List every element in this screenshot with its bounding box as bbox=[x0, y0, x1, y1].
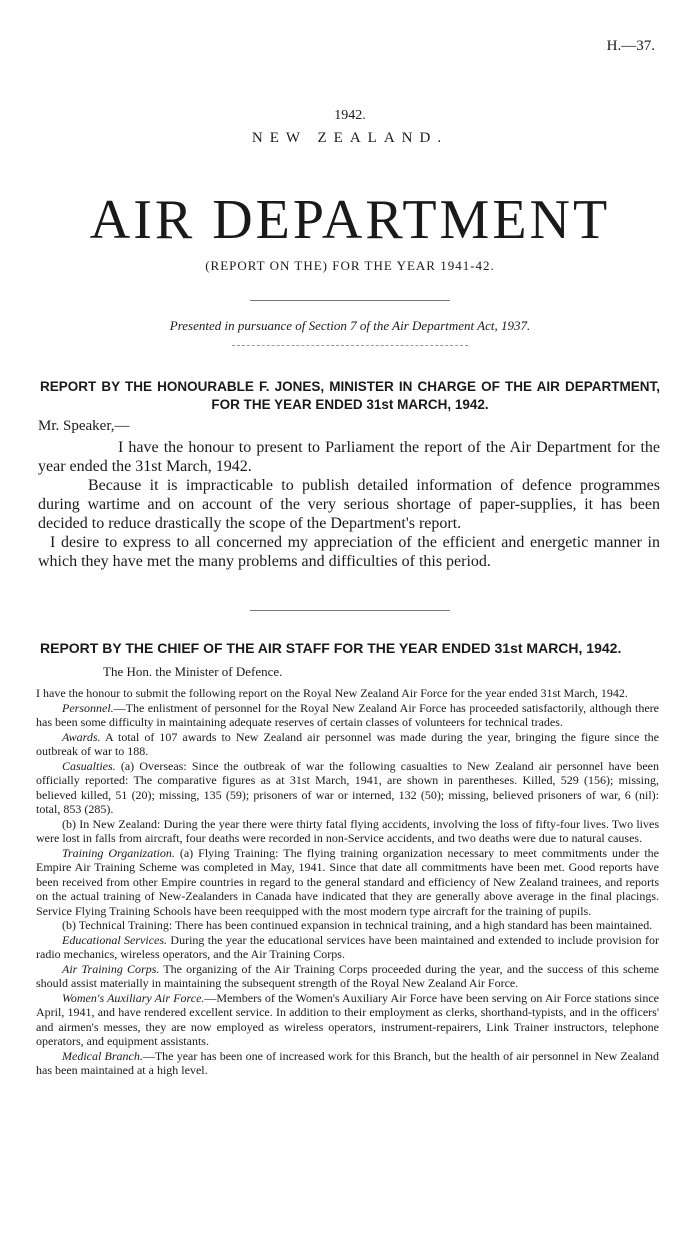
section-paragraph bbox=[36, 1049, 659, 1078]
section-label: Personnel. bbox=[62, 700, 114, 715]
section-text: The organizing of the Air Training Corps proceeded during the year, and the success of this scheme should assist materially in maintaining the subsequent strength of the Royal New Zealand Air Force. bbox=[36, 961, 659, 990]
letter-paragraph: I desire to express to all concerned my appreciation of the efficient and energetic manner in which they have met the many problems and difficulties of this period. bbox=[38, 534, 660, 570]
document-title: AIR DEPARTMENT bbox=[89, 189, 611, 251]
section-label: Awards. bbox=[62, 729, 101, 744]
section-paragraph bbox=[36, 933, 659, 962]
section-paragraph bbox=[36, 701, 659, 730]
minister-report-heading: REPORT BY THE HONOURABLE F. JONES, MINISTER IN CHARGE OF THE AIR DEPARTMENT, FOR THE YEAR ENDED 31st MARCH, 1942. bbox=[40, 379, 660, 412]
chief-report-body bbox=[36, 686, 659, 1078]
section-label: Educational Services. bbox=[62, 932, 168, 947]
letter-paragraph: Because it is impracticable to publish detailed information of defence programmes during wartime and on account of the very serious shortage of paper-supplies, it has been decided to reduce drastically the scope of the Department's report. bbox=[38, 477, 660, 532]
section-text: (b) In New Zealand: During the year there were thirty fatal flying accidents, involving the loss of fifty-four lives. Two lives were lost in falls from aircraft, four deaths were recorded in non-Service accidents, and two deaths were due to natural causes. bbox=[36, 816, 659, 845]
document-subtitle: (REPORT ON THE) FOR THE YEAR 1941-42. bbox=[205, 258, 495, 273]
section-text: (a) Flying Training: The flying training organization necessary to meet commitments under the Empire Air Training Scheme was completed in May, 1941. Since that date all commitments have been met. Good reports have been received from other Empire countries in regard to the general standard and efficiency of New Zealand trainees, and reports on the actual training of New-Zealanders in Canada have indicated that they are generally above average in the final placings. Service Flying Training Schools have been reequipped with the most modern type aircraft for the training of pupils. bbox=[36, 845, 659, 918]
section-text: —The enlistment of personnel for the Royal New Zealand Air Force has proceeded satisfactorily, although there has been some difficulty in maintaining adequate reserves of certain classes of volunteers for technical trades. bbox=[36, 700, 659, 729]
section-paragraph bbox=[36, 730, 659, 759]
section-label: Casualties. bbox=[62, 758, 116, 773]
divider-rule bbox=[250, 300, 450, 301]
opening-paragraph: I have the honour to submit the following report on the Royal New Zealand Air Force for the year ended 31st March, 1942. bbox=[36, 686, 628, 700]
minister-letter bbox=[38, 438, 660, 571]
section-paragraph bbox=[36, 991, 659, 1049]
section-paragraph bbox=[36, 846, 659, 919]
letter-paragraph: I have the honour to present to Parliament the report of the Air Department for the year ended the 31st March, 1942. bbox=[38, 439, 660, 475]
page-reference: H.—37. bbox=[606, 38, 655, 54]
section-paragraph bbox=[36, 759, 659, 817]
section-text: —The year has been one of increased work for this Branch, but the health of air personnel in New Zealand has been maintained at a high level. bbox=[36, 1048, 659, 1077]
section-paragraph bbox=[36, 918, 659, 933]
section-text: —Members of the Women's Auxiliary Air Force have been serving on Air Force stations since April, 1941, and have rendered excellent service. In addition to their employment as clerks, shorthand-typists, and in the officers' and airmen's messes, they are now employed as wireless operators, instrument-repairers, Link Trainer instructors, telephone operators, and equipment assistants. bbox=[36, 990, 660, 1048]
section-label: Medical Branch. bbox=[62, 1048, 143, 1063]
section-paragraph bbox=[36, 962, 659, 991]
report-year: 1942. bbox=[334, 108, 366, 123]
chief-report-heading: REPORT BY THE CHIEF OF THE AIR STAFF FOR THE YEAR ENDED 31st MARCH, 1942. bbox=[40, 640, 622, 656]
section-paragraph bbox=[36, 817, 659, 846]
presented-note: Presented in pursuance of Section 7 of the Air Department Act, 1937. bbox=[169, 318, 531, 333]
section-label: Training Organization. bbox=[62, 845, 175, 860]
country-name: NEW ZEALAND. bbox=[251, 130, 449, 146]
section-text: During the year the educational services have been maintained and extended to include provision for radio mechanics, wireless operators, and the Air Training Corps. bbox=[36, 932, 659, 961]
section-label: Air Training Corps. bbox=[62, 961, 160, 976]
salutation: Mr. Speaker,— bbox=[38, 418, 130, 434]
section-text: (b) Technical Training: There has been continued expansion in technical training, and a high standard has been maintained. bbox=[62, 918, 653, 932]
divider-rule bbox=[250, 610, 450, 611]
section-label: Women's Auxiliary Air Force. bbox=[62, 990, 205, 1005]
divider-rule bbox=[232, 345, 468, 346]
section-text: A total of 107 awards to New Zealand air personnel was made during the year, bringing the figure since the outbreak of war to 188. bbox=[36, 729, 659, 758]
section-text: (a) Overseas: Since the outbreak of war the following casualties to New Zealand air personnel have been officially reported: The comparative figures as at 31st March, 1941, are shown in parentheses. Killed, 529 (156); missing, believed killed, 51 (20); missing, 135 (59); prisoners of war or interned, 132 (50); missing, believed prisoners of war, 6 (nil): total, 853 (285). bbox=[36, 758, 659, 816]
addressee: The Hon. the Minister of Defence. bbox=[103, 664, 283, 679]
